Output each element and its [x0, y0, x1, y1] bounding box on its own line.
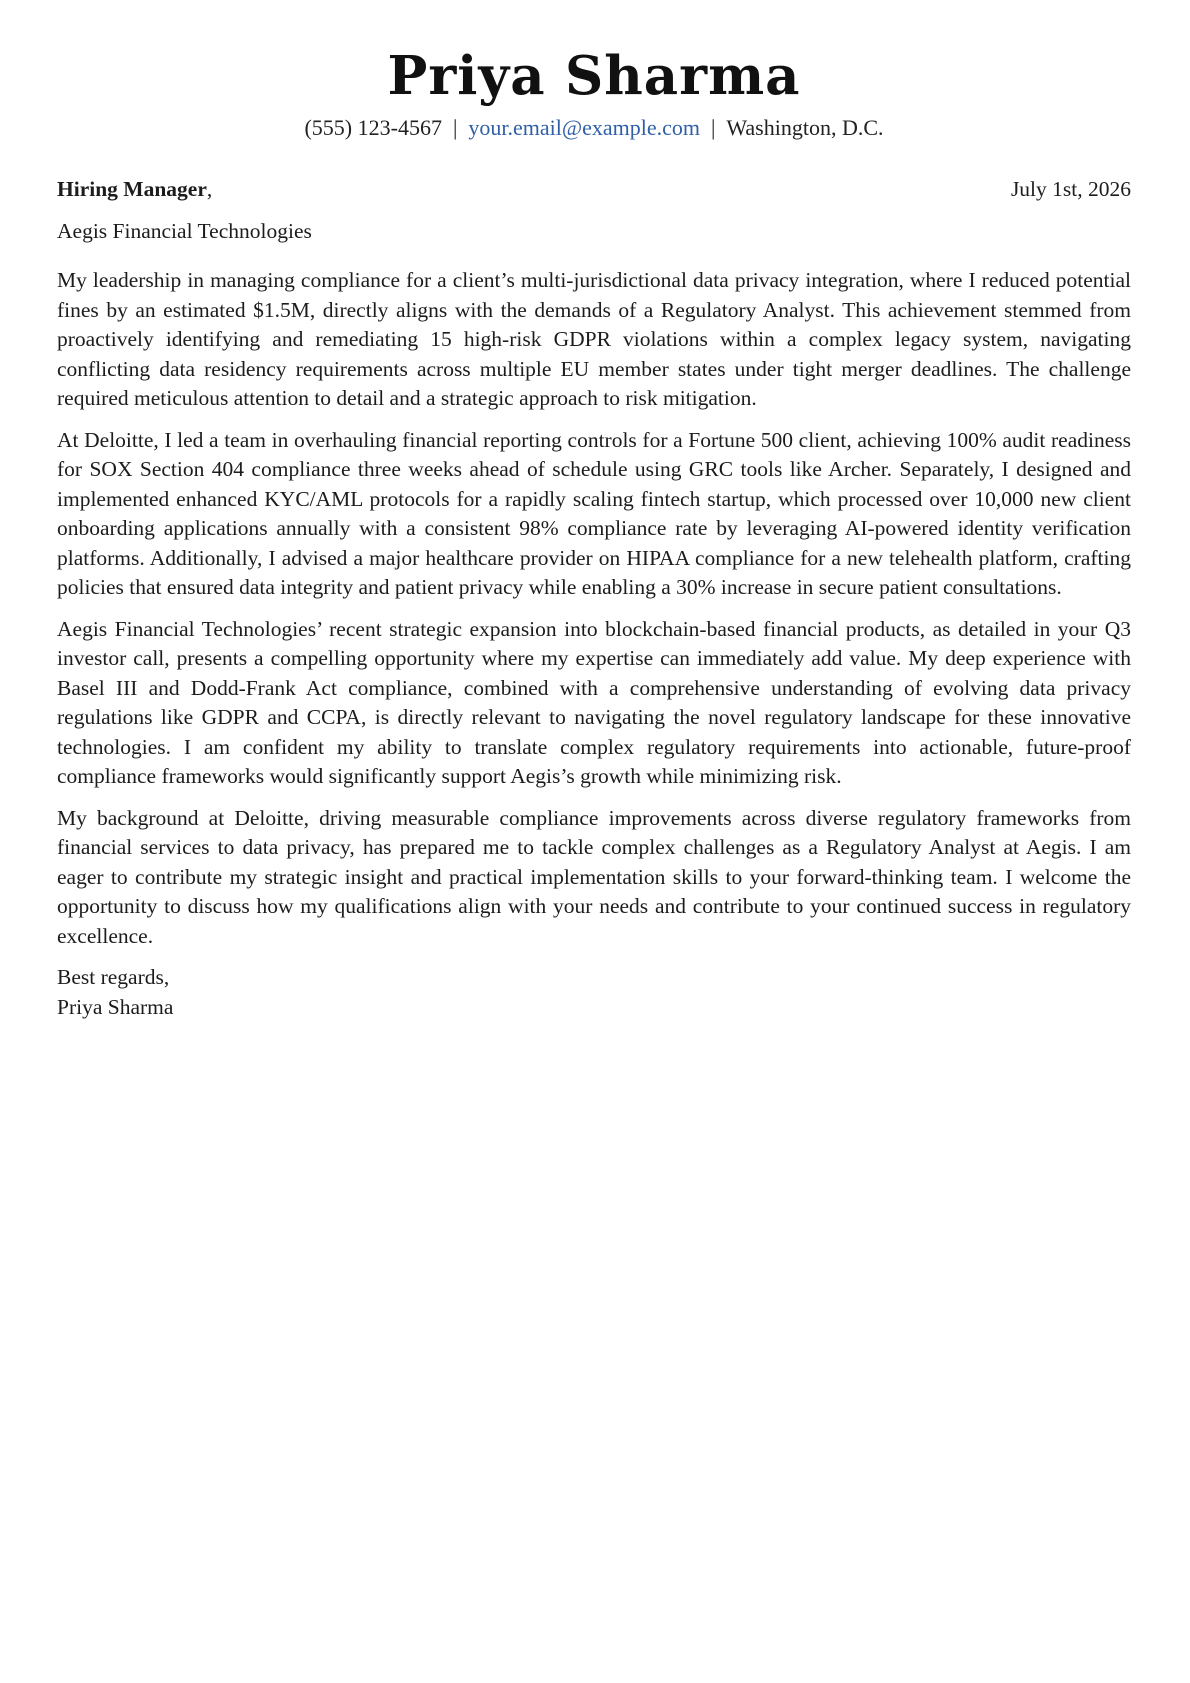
body-paragraph: Aegis Financial Technologies’ recent strategic expansion into blockchain-based financial products, as detailed in your Q3 investor call, presents a compelling opportunity where my expertise can immediately add value. My deep experience with Basel III and Dodd-Frank Act compliance, combined with a comprehensive understanding of evolving data privacy regulations like GDPR and CCPA, is directly relevant to navigating the novel regulatory landscape for these innovative technologies. I am confident my ability to translate complex regulatory requirements into actionable, future-proof compliance frameworks would significantly support Aegis’s growth while minimizing risk. — [57, 616, 1131, 788]
closing-salutation: Best regards, — [57, 965, 170, 989]
cover-letter-page — [57, 0, 1131, 1022]
recipient-company: Aegis Financial Technologies — [57, 218, 312, 243]
letter-body — [57, 266, 1131, 951]
applicant-name: Priya Sharma — [387, 45, 801, 107]
location: Washington, D.C. — [726, 115, 884, 140]
recipient-title-text: Hiring Manager — [57, 177, 207, 201]
email-link[interactable]: your.email@example.com — [468, 115, 700, 140]
letter-date: July 1st, 2026 — [1010, 177, 1131, 201]
phone-number: (555) 123-4567 — [304, 115, 442, 140]
recipient-title-suffix: , — [206, 177, 213, 201]
contact-separator: | — [452, 115, 458, 140]
body-paragraph: At Deloitte, I led a team in overhauling financial reporting controls for a Fortune 500 client, achieving 100% audit readiness for SOX Section 404 compliance three weeks ahead of schedule using GRC tools like Archer. Separately, I designed and implemented enhanced KYC/AML protocols for a rapidly scaling fintech startup, which processed over 10,000 new client onboarding applications annually with a consistent 98% compliance rate by leveraging AI-powered identity verification platforms. Additionally, I advised a major healthcare provider on HIPAA compliance for a new telehealth platform, crafting policies that ensured data integrity and patient privacy while enabling a 30% increase in secure patient consultations. — [57, 427, 1131, 599]
letter-header — [57, 44, 1131, 142]
body-paragraph: My background at Deloitte, driving measurable compliance improvements across diverse regulatory frameworks from financial services to data privacy, has prepared me to tackle complex challenges as a Regulatory Analyst at Aegis. I am eager to contribute my strategic insight and practical implementation skills to your forward-thinking team. I welcome the opportunity to discuss how my qualifications align with your needs and contribute to your continued success in regulatory excellence. — [57, 805, 1131, 948]
contact-separator: | — [711, 115, 716, 140]
body-paragraph: My leadership in managing compliance for a client’s multi-jurisdictional data privacy integration, where I reduced potential fines by an estimated $1.5M, directly aligns with the demands of a Regulatory Analyst. This achievement stemmed from proactively identifying and remediating 15 high-risk GDPR violations within a complex legacy system, navigating conflicting data residency requirements across multiple EU member states under tight merger deadlines. The challenge required meticulous attention to detail and a strategic approach to risk mitigation. — [57, 268, 1131, 410]
closing-signature: Priya Sharma — [57, 994, 174, 1019]
contact-line — [57, 114, 1131, 142]
recipient-title — [57, 175, 212, 205]
recipient-row — [57, 175, 1131, 205]
letter-closing — [57, 963, 1131, 1022]
